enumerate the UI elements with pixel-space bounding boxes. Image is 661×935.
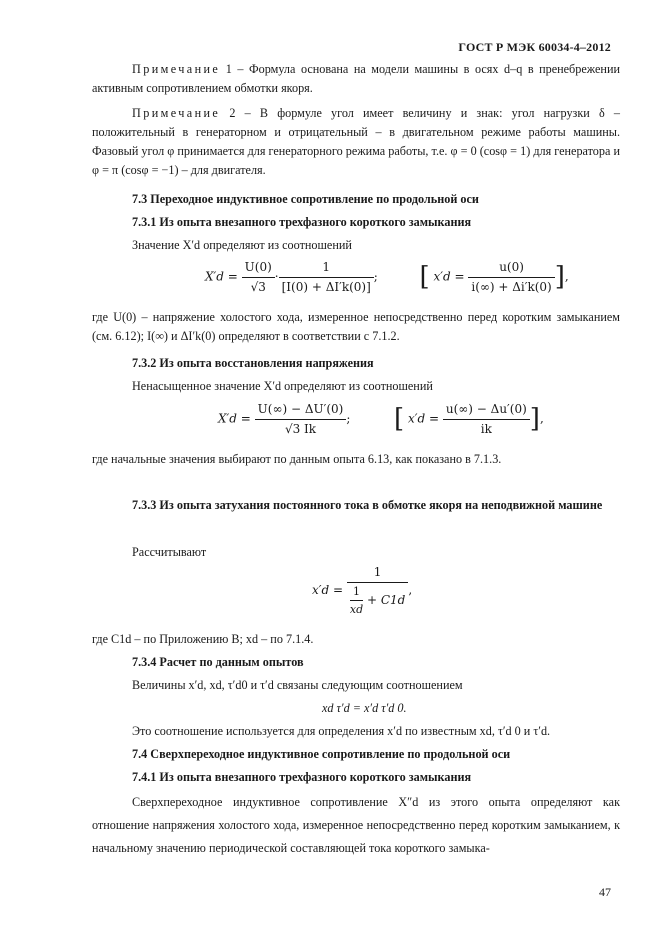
formula-1-end: , <box>564 269 569 284</box>
section-7-3-1-where-text: где U(0) – напряжение холостого хода, измеренное непосредственно перед коротким замыканием (см. 6.12); I(∞) и ΔI′k(0) определяют в соответствии с 7.1.2. <box>92 310 620 343</box>
section-7-3-1-intro: Значение X′d определяют из соотношений <box>132 238 352 252</box>
formula-1-separator: ; <box>373 269 378 284</box>
section-7-3-3-title <box>92 494 620 517</box>
formula-1-frac-b <box>279 258 374 296</box>
formula-1-num-c: u(0) <box>468 258 554 278</box>
section-7-3-4-use: Это соотношение используется для определения x′d по известным xd, τ′d 0 и τ′d. <box>132 724 551 738</box>
formula-3 <box>312 563 412 618</box>
section-7-3-2-where <box>92 450 620 469</box>
formula-3-num: 1 <box>347 563 408 583</box>
section-7-3-2-where-text: где начальные значения выбирают по данным опыта 6.13, как показано в 7.1.3. <box>92 452 502 466</box>
page-number: 47 <box>599 885 611 899</box>
section-7-3-2-intro: Ненасыщенное значение X′d определяют из соотношений <box>132 379 433 393</box>
formula-1-frac-a <box>242 258 275 296</box>
note-1 <box>92 60 620 98</box>
formula-3-inner-den: xd <box>349 602 364 616</box>
formula-2-den-b: ik <box>480 421 492 436</box>
section-7-4-title: 7.4 Сверхпереходное индуктивное сопротивление по продольной оси <box>132 747 511 761</box>
formula-3-den <box>347 583 408 618</box>
formula-2-den-a: √3 Ik <box>284 421 317 436</box>
formula-1-rhs-lhs: x′d = <box>433 269 465 284</box>
formula-1-den-c: i(∞) + Δi′k(0) <box>471 279 552 294</box>
section-7-4-1-text: Сверхпереходное индуктивное сопротивление X″d из этого опыта определяют как отношение напряжения холостого хода, измеренное непосредственно перед коротким замыканием, к начальному значению периодической составляющей тока короткого замыка- <box>92 795 620 856</box>
section-7-3-4-formula: xd τ′d = x′d τ′d 0. <box>322 701 407 715</box>
formula-1-den-b: [I(0) + ΔI′k(0)] <box>281 279 371 294</box>
formula-2-lhs: X′d = <box>218 411 251 426</box>
section-7-3-1-title: 7.3.1 Из опыта внезапного трехфазного короткого замыкания <box>132 215 472 229</box>
formula-3-inner-frac <box>350 583 363 618</box>
section-7-3-title: 7.3 Переходное индуктивное сопротивление по продольной оси <box>132 192 479 206</box>
formula-3-frac <box>347 563 408 618</box>
formula-2-right-bracket: ] <box>529 404 540 435</box>
section-7-3-4-title: 7.3.4 Расчет по данным опытов <box>132 655 304 669</box>
formula-1-left-bracket: [ <box>419 262 430 293</box>
formula-2-frac-b <box>443 400 530 438</box>
formula-3-plus: + C1d <box>366 592 406 607</box>
note-2-text: 2 – В формуле угол имеет величину и знак: угол нагрузки δ – положительный в генераторном и отрицательный – в двигательном режиме работы машины. Фазовый угол φ принимается для генераторного режима работы, т.е. φ = 0 (cosφ = 1) для генератора и φ = π (cosφ = −1) – для двигателя. <box>92 106 620 177</box>
formula-1-num-a: U(0) <box>242 258 275 278</box>
formula-3-inner-num: 1 <box>350 583 363 601</box>
section-7-3-3-title-text: 7.3.3 Из опыта затухания постоянного тока в обмотке якоря на неподвижной машине <box>132 498 603 512</box>
formula-2-frac-a <box>255 400 347 438</box>
formula-1-right-bracket: ] <box>554 262 565 293</box>
formula-2-num-a: U(∞) − ΔU′(0) <box>255 400 347 420</box>
formula-2 <box>218 400 544 438</box>
note-2-label: Примечание <box>132 106 221 120</box>
formula-1: X′d = $\frac{U(0)}{√3}$ · $\frac{1}{[I(0) + \Delta I'k(0)]}$ ; [ x′d = $\frac{u(0)}{i(\infty) + \Delta i'k(0)}$ ], <box>205 258 569 296</box>
section-7-3-3-where: где C1d – по Приложению B; xd – по 7.1.4. <box>92 632 314 646</box>
formula-2-end: , <box>539 411 544 426</box>
section-7-3-1-where <box>92 308 620 346</box>
section-7-3-4-intro: Величины x′d, xd, τ′d0 и τ′d связаны следующим соотношением <box>132 678 463 692</box>
running-header: ГОСТ Р МЭК 60034-4–2012 <box>458 40 611 54</box>
formula-2-rhs-lhs: x′d = <box>408 411 440 426</box>
formula-2-num-b: u(∞) − Δu′(0) <box>443 400 530 420</box>
formula-1-lhs: X′d = <box>205 269 238 284</box>
note-2 <box>92 104 620 180</box>
section-7-3-3-intro: Рассчитывают <box>132 545 207 559</box>
formula-1-num-b: 1 <box>279 258 374 278</box>
formula-1-den-a: √3 <box>250 279 266 294</box>
formula-3-lhs: x′d = <box>312 582 344 597</box>
section-7-4-1-body <box>92 791 620 861</box>
formula-3-end: , <box>408 582 413 597</box>
formula-1-frac-c <box>468 258 554 296</box>
note-1-label: Примечание <box>132 62 221 76</box>
section-7-3-2-title: 7.3.2 Из опыта восстановления напряжения <box>132 356 374 370</box>
section-7-4-1-title: 7.4.1 Из опыта внезапного трехфазного короткого замыкания <box>132 770 472 784</box>
formula-2-left-bracket: [ <box>394 404 405 435</box>
note-1-text: 1 – Формула основана на модели машины в осях d–q в пренебрежении активным сопротивлением обмотки якоря. <box>92 62 620 95</box>
formula-2-separator: ; <box>346 411 351 426</box>
